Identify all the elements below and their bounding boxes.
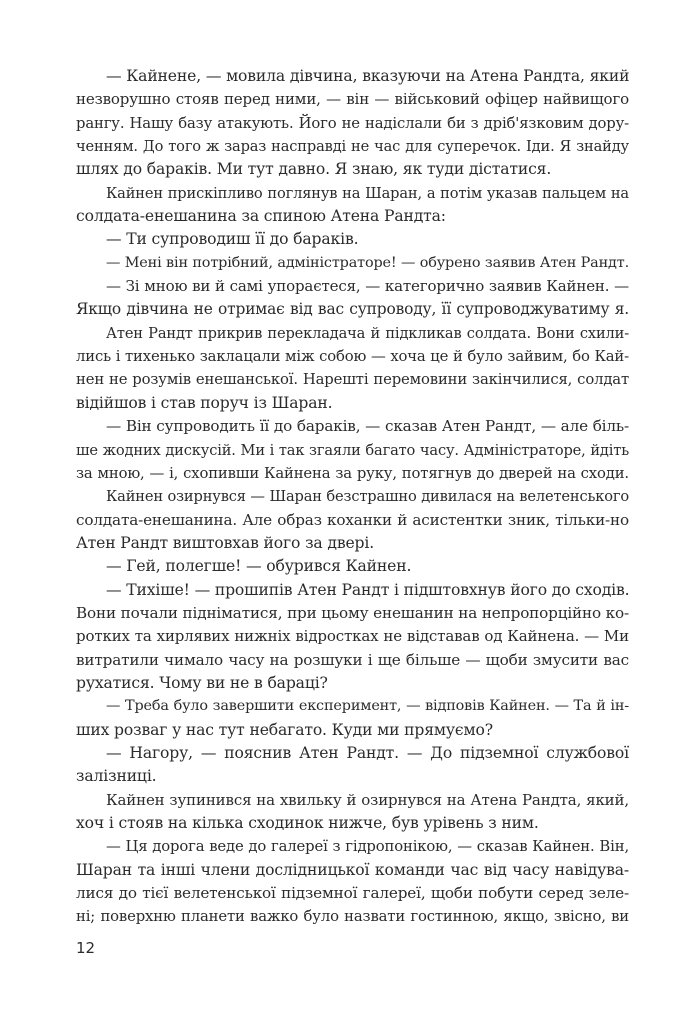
text-line: — Нагору, — пояснив Атен Рандт. — До підземної службової [106,743,629,762]
text-line: — Він супроводить її до бараків, — сказав Атен Рандт, — але біль- [106,417,629,436]
text-line: — Тихіше! — прошипів Атен Рандт і підштовхнув його до сходів. [106,580,630,599]
text-line: рангу. Нашу базу атакують. Його не надіслали би з дріб'язковим дору- [76,114,629,132]
text-line: шлях до бараків. Ми тут давно. Я знаю, як туди дістатися. [76,160,552,179]
text-line: — Кайнене, — мовила дівчина, вказуючи на Атена Рандта, який [106,67,630,85]
text-line: незворушно стояв перед ними, — він — військовий офіцер найвищого [76,90,629,109]
text-line: Кайнен зупинився на хвильку й озирнувся на Атена Рандта, який, [106,790,629,809]
text-line: Кайнен прискіпливо поглянув на Шаран, а потім указав пальцем на [106,184,629,202]
text-line: солдата-енешанина. Але образ коханки й асистентки зник, тільки-но [76,510,629,529]
text-line: Атен Рандт прикрив перекладача й підкликав солдата. Вони схили- [106,324,629,342]
text-line: ченням. До того ж зараз насправді не час для суперечок. Іди. Я знайду [76,138,629,156]
text-line: — Ти супроводиш її до бараків. [106,230,359,249]
text-line: за мною, — і, схопивши Кайнена за руку, потягнув до дверей на сходи. [76,464,629,482]
text-line: Кайнен озирнувся — Шаран безстрашно дивилася на велетенського [106,488,629,506]
text-line: — Треба було завершити експеримент, — відповів Кайнен. — Та й ін- [106,698,629,715]
text-line: — Зі мною ви й самі упораєтеся, — категорично заявив Кайнен. — [106,277,629,296]
text-line: залізниці. [76,767,157,786]
text-line: рухатися. Чому ви не в бараці? [76,673,328,692]
body-text [76,65,629,929]
text-line: нен не розумів енешанської. Нарешті перемовини закінчилися, солдат [76,371,629,389]
text-line: ні; поверхню планети важко було назвати гостинною, якщо, звісно, ви [76,908,629,926]
text-line: Якщо дівчина не отримає від вас супроводу, її супроводжуватиму я. [76,300,629,319]
text-line: лись і тихенько заклацали між собою — хоча це й було зайвим, бо Кай- [76,348,629,366]
text-line: ротких та хирлявих нижніх відростках не відставав од Кайнена. — Ми [76,627,629,646]
text-line: Вони почали підніматися, при цьому енешанин на непропорційно ко- [76,603,629,622]
text-line: — Мені він потрібний, адміністраторе! — обурено заявив Атен Рандт. [106,254,629,271]
text-line: хоч і стояв на кілька сходинок нижче, був урівень з ним. [76,814,539,832]
text-line: солдата-енешанина за спиною Атена Рандта: [76,207,446,226]
text-line: витратили чимало часу на розшуки і ще більше — щоби змусити вас [76,650,629,669]
text-line: Шаран та інші члени дослідницької команди час від часу навідува- [76,860,629,879]
text-line: — Ця дорога веде до галереї з гідропонікою, — сказав Кайнен. Він, [106,838,629,856]
text-line: відійшов і став поруч із Шаран. [76,393,333,412]
text-line: ше жодних дискусій. Ми і так згаяли багато часу. Адміністраторе, йдіть [76,441,629,459]
text-line: Атен Рандт виштовхав його за двері. [76,533,375,552]
text-line: лися до тієї велетенської підземної галереї, щоби побути серед зеле- [76,884,629,903]
text-line: — Гей, полегше! — обурився Кайнен. [106,557,412,576]
text-line: ших розваг у нас тут небагато. Куди ми прямуємо? [76,720,493,739]
page-number: 12 [76,939,96,957]
